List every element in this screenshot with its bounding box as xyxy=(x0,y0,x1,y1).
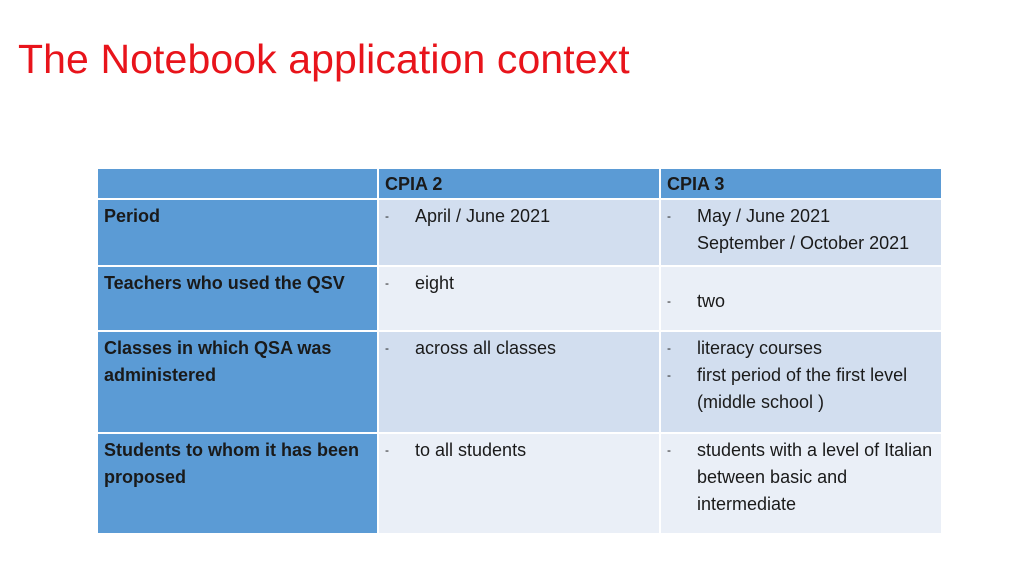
bullet-text xyxy=(697,203,935,257)
cell-period-cpia3 xyxy=(660,199,942,266)
bullet-text: across all classes xyxy=(415,338,557,358)
period-line-2: September / October 2021 xyxy=(697,233,910,253)
context-table xyxy=(96,167,943,535)
table-row-teachers xyxy=(97,266,942,331)
bullet-dash: - xyxy=(385,341,389,355)
bullet-dash: - xyxy=(667,443,671,457)
header-cell-empty xyxy=(97,168,378,199)
cell-teachers-cpia2 xyxy=(378,266,660,331)
table-row-period xyxy=(97,199,942,266)
bullet-dash: - xyxy=(667,368,671,382)
classes-line-2: first period of the first level xyxy=(697,365,908,385)
slide-title: The Notebook application context xyxy=(18,36,630,82)
bullet-item xyxy=(667,203,935,257)
cell-students-cpia2 xyxy=(378,433,660,534)
bullet-dash: - xyxy=(667,341,671,355)
bullet-item xyxy=(385,335,653,362)
cell-teachers-cpia3 xyxy=(660,266,942,331)
cell-classes-cpia2 xyxy=(378,331,660,433)
cell-period-cpia2 xyxy=(378,199,660,266)
bullet-text: April / June 2021 xyxy=(415,206,551,226)
spacer xyxy=(667,270,935,288)
bullet-text: two xyxy=(697,291,726,311)
table-header-row xyxy=(97,168,942,199)
header-cell-cpia3: CPIA 3 xyxy=(660,168,942,199)
row-label-period: Period xyxy=(97,199,378,266)
bullet-item xyxy=(667,437,935,518)
table-row-students xyxy=(97,433,942,534)
classes-line-3: (middle school ) xyxy=(697,392,825,412)
bullet-text xyxy=(697,362,935,416)
bullet-text: eight xyxy=(415,273,455,293)
header-cell-cpia2: CPIA 2 xyxy=(378,168,660,199)
bullet-text: to all students xyxy=(415,440,527,460)
period-line-1: May / June 2021 xyxy=(697,206,831,226)
row-label-classes: Classes in which QSA was administered xyxy=(97,331,378,433)
bullet-text: students with a level of Italian between basic and intermediate xyxy=(697,440,933,514)
row-label-teachers: Teachers who used the QSV xyxy=(97,266,378,331)
bullet-item xyxy=(385,270,653,297)
bullet-dash: - xyxy=(667,209,671,223)
table-row-classes xyxy=(97,331,942,433)
cell-students-cpia3 xyxy=(660,433,942,534)
bullet-item xyxy=(667,288,935,315)
row-label-students: Students to whom it has been proposed xyxy=(97,433,378,534)
cell-classes-cpia3 xyxy=(660,331,942,433)
bullet-item xyxy=(667,335,935,362)
bullet-item xyxy=(385,437,653,464)
bullet-dash: - xyxy=(385,209,389,223)
bullet-item xyxy=(385,203,653,230)
bullet-dash: - xyxy=(667,294,671,308)
bullet-dash: - xyxy=(385,276,389,290)
bullet-text: literacy courses xyxy=(697,338,823,358)
bullet-item xyxy=(667,362,935,416)
bullet-dash: - xyxy=(385,443,389,457)
